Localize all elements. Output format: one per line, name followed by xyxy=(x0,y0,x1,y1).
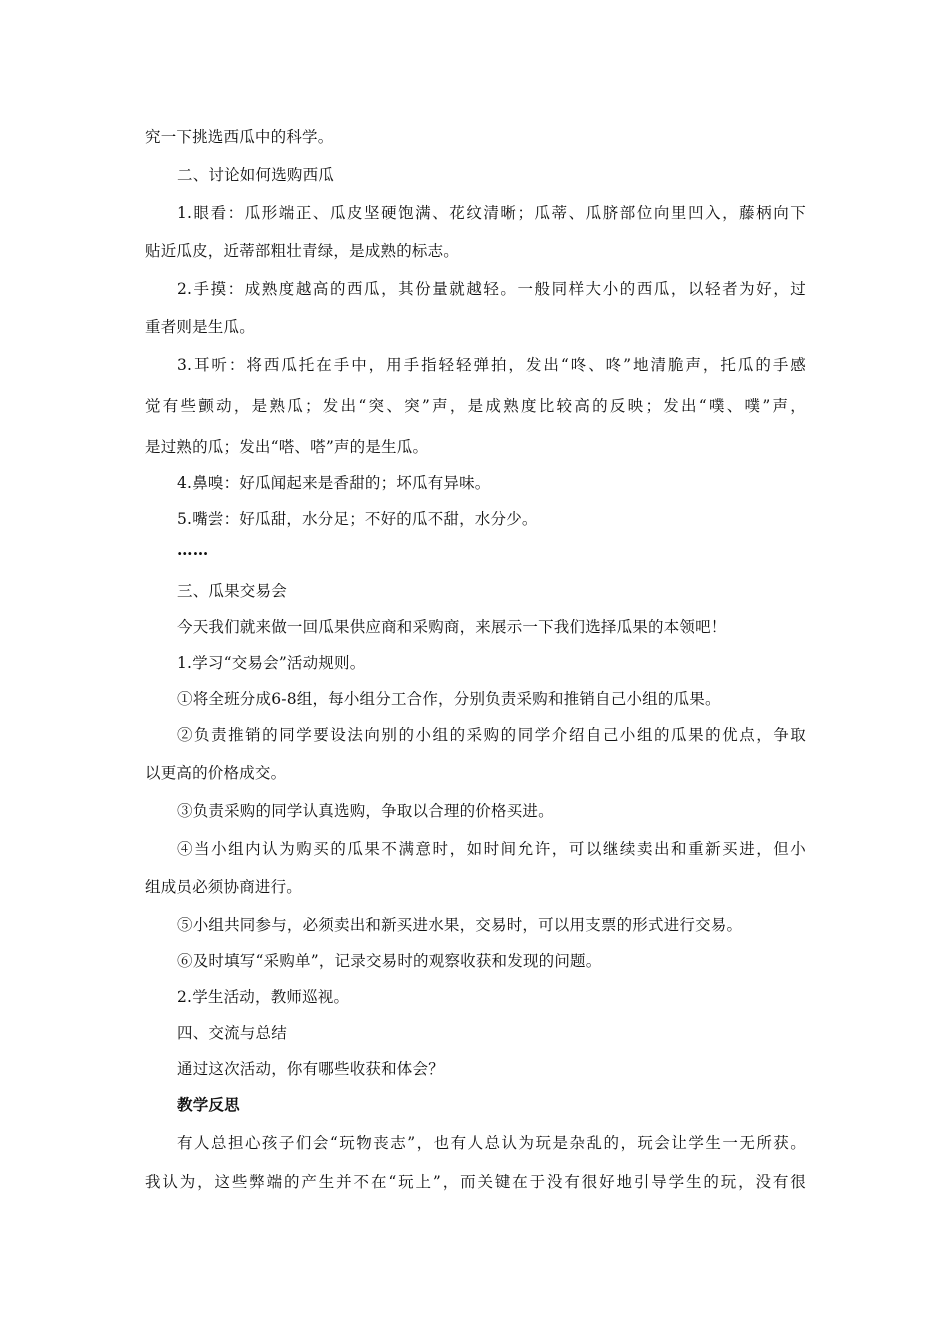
paragraph-listen-line3: 是过熟的瓜；发出“嗒、嗒”声的是生瓜。 xyxy=(145,438,429,456)
section-heading-summary: 四、交流与总结 xyxy=(177,1024,287,1042)
rule-5: ⑤小组共同参与，必须卖出和新买进水果，交易时，可以用支票的形式进行交易。 xyxy=(177,916,743,934)
paragraph-look-line2: 贴近瓜皮，近蒂部粗壮青绿，是成熟的标志。 xyxy=(145,242,460,260)
paragraph-touch-line2: 重者则是生瓜。 xyxy=(145,318,255,336)
rule-4-line2: 组成员必须协商进行。 xyxy=(145,878,303,896)
summary-question: 通过这次活动，你有哪些收获和体会？ xyxy=(177,1060,444,1078)
reflection-line1: 有人总担心孩子们会“玩物丧志”，也有人总认为玩是杂乱的，玩会让学生一无所获。 xyxy=(177,1134,806,1152)
paragraph-listen-line2: 觉有些颤动，是熟瓜；发出“突、突”声，是成熟度比较高的反映；发出“噗、噗”声， xyxy=(145,397,806,415)
section-heading-fair: 三、瓜果交易会 xyxy=(177,582,287,600)
rule-3: ③负责采购的同学认真选购，争取以合理的价格买进。 xyxy=(177,802,554,820)
rule-4-line1: ④当小组内认为购买的瓜果不满意时，如时间允许，可以继续卖出和重新买进，但小 xyxy=(177,840,806,858)
rule-heading: 1.学习“交易会”活动规则。 xyxy=(177,654,366,672)
paragraph-listen-line1: 3.耳听：将西瓜托在手中，用手指轻轻弹拍，发出“咚、咚”地清脆声，托瓜的手感 xyxy=(177,356,806,374)
rule-1: ①将全班分成6-8组，每小组分工合作，分别负责采购和推销自己小组的瓜果。 xyxy=(177,690,721,708)
rule-6: ⑥及时填写“采购单”，记录交易时的观察收获和发现的问题。 xyxy=(177,952,602,970)
paragraph-smell: 4.鼻嗅：好瓜闻起来是香甜的；坏瓜有异味。 xyxy=(177,474,491,492)
rule-2-line2: 以更高的价格成交。 xyxy=(145,764,287,782)
paragraph-intro: 今天我们就来做一回瓜果供应商和采购商，来展示一下我们选择瓜果的本领吧！ xyxy=(177,618,727,636)
text-line-continuation: 究一下挑选西瓜中的科学。 xyxy=(145,128,334,146)
student-activity: 2.学生活动，教师巡视。 xyxy=(177,988,350,1006)
reflection-line2: 我认为，这些弊端的产生并不在“玩上”，而关键在于没有很好地引导学生的玩，没有很 xyxy=(145,1173,806,1191)
section-heading-discussion: 二、讨论如何选购西瓜 xyxy=(177,166,335,184)
paragraph-look-line1: 1.眼看：瓜形端正、瓜皮坚硬饱满、花纹清晰；瓜蒂、瓜脐部位向里凹入，藤柄向下 xyxy=(177,204,806,222)
paragraph-taste: 5.嘴尝：好瓜甜，水分足；不好的瓜不甜，水分少。 xyxy=(177,510,538,528)
paragraph-touch-line1: 2.手摸：成熟度越高的西瓜，其份量就越轻。一般同样大小的西瓜，以轻者为好，过 xyxy=(177,280,806,298)
rule-2-line1: ②负责推销的同学要设法向别的小组的采购的同学介绍自己小组的瓜果的优点，争取 xyxy=(177,726,806,744)
ellipsis: …… xyxy=(177,540,209,559)
teaching-reflection-heading: 教学反思 xyxy=(177,1095,240,1114)
